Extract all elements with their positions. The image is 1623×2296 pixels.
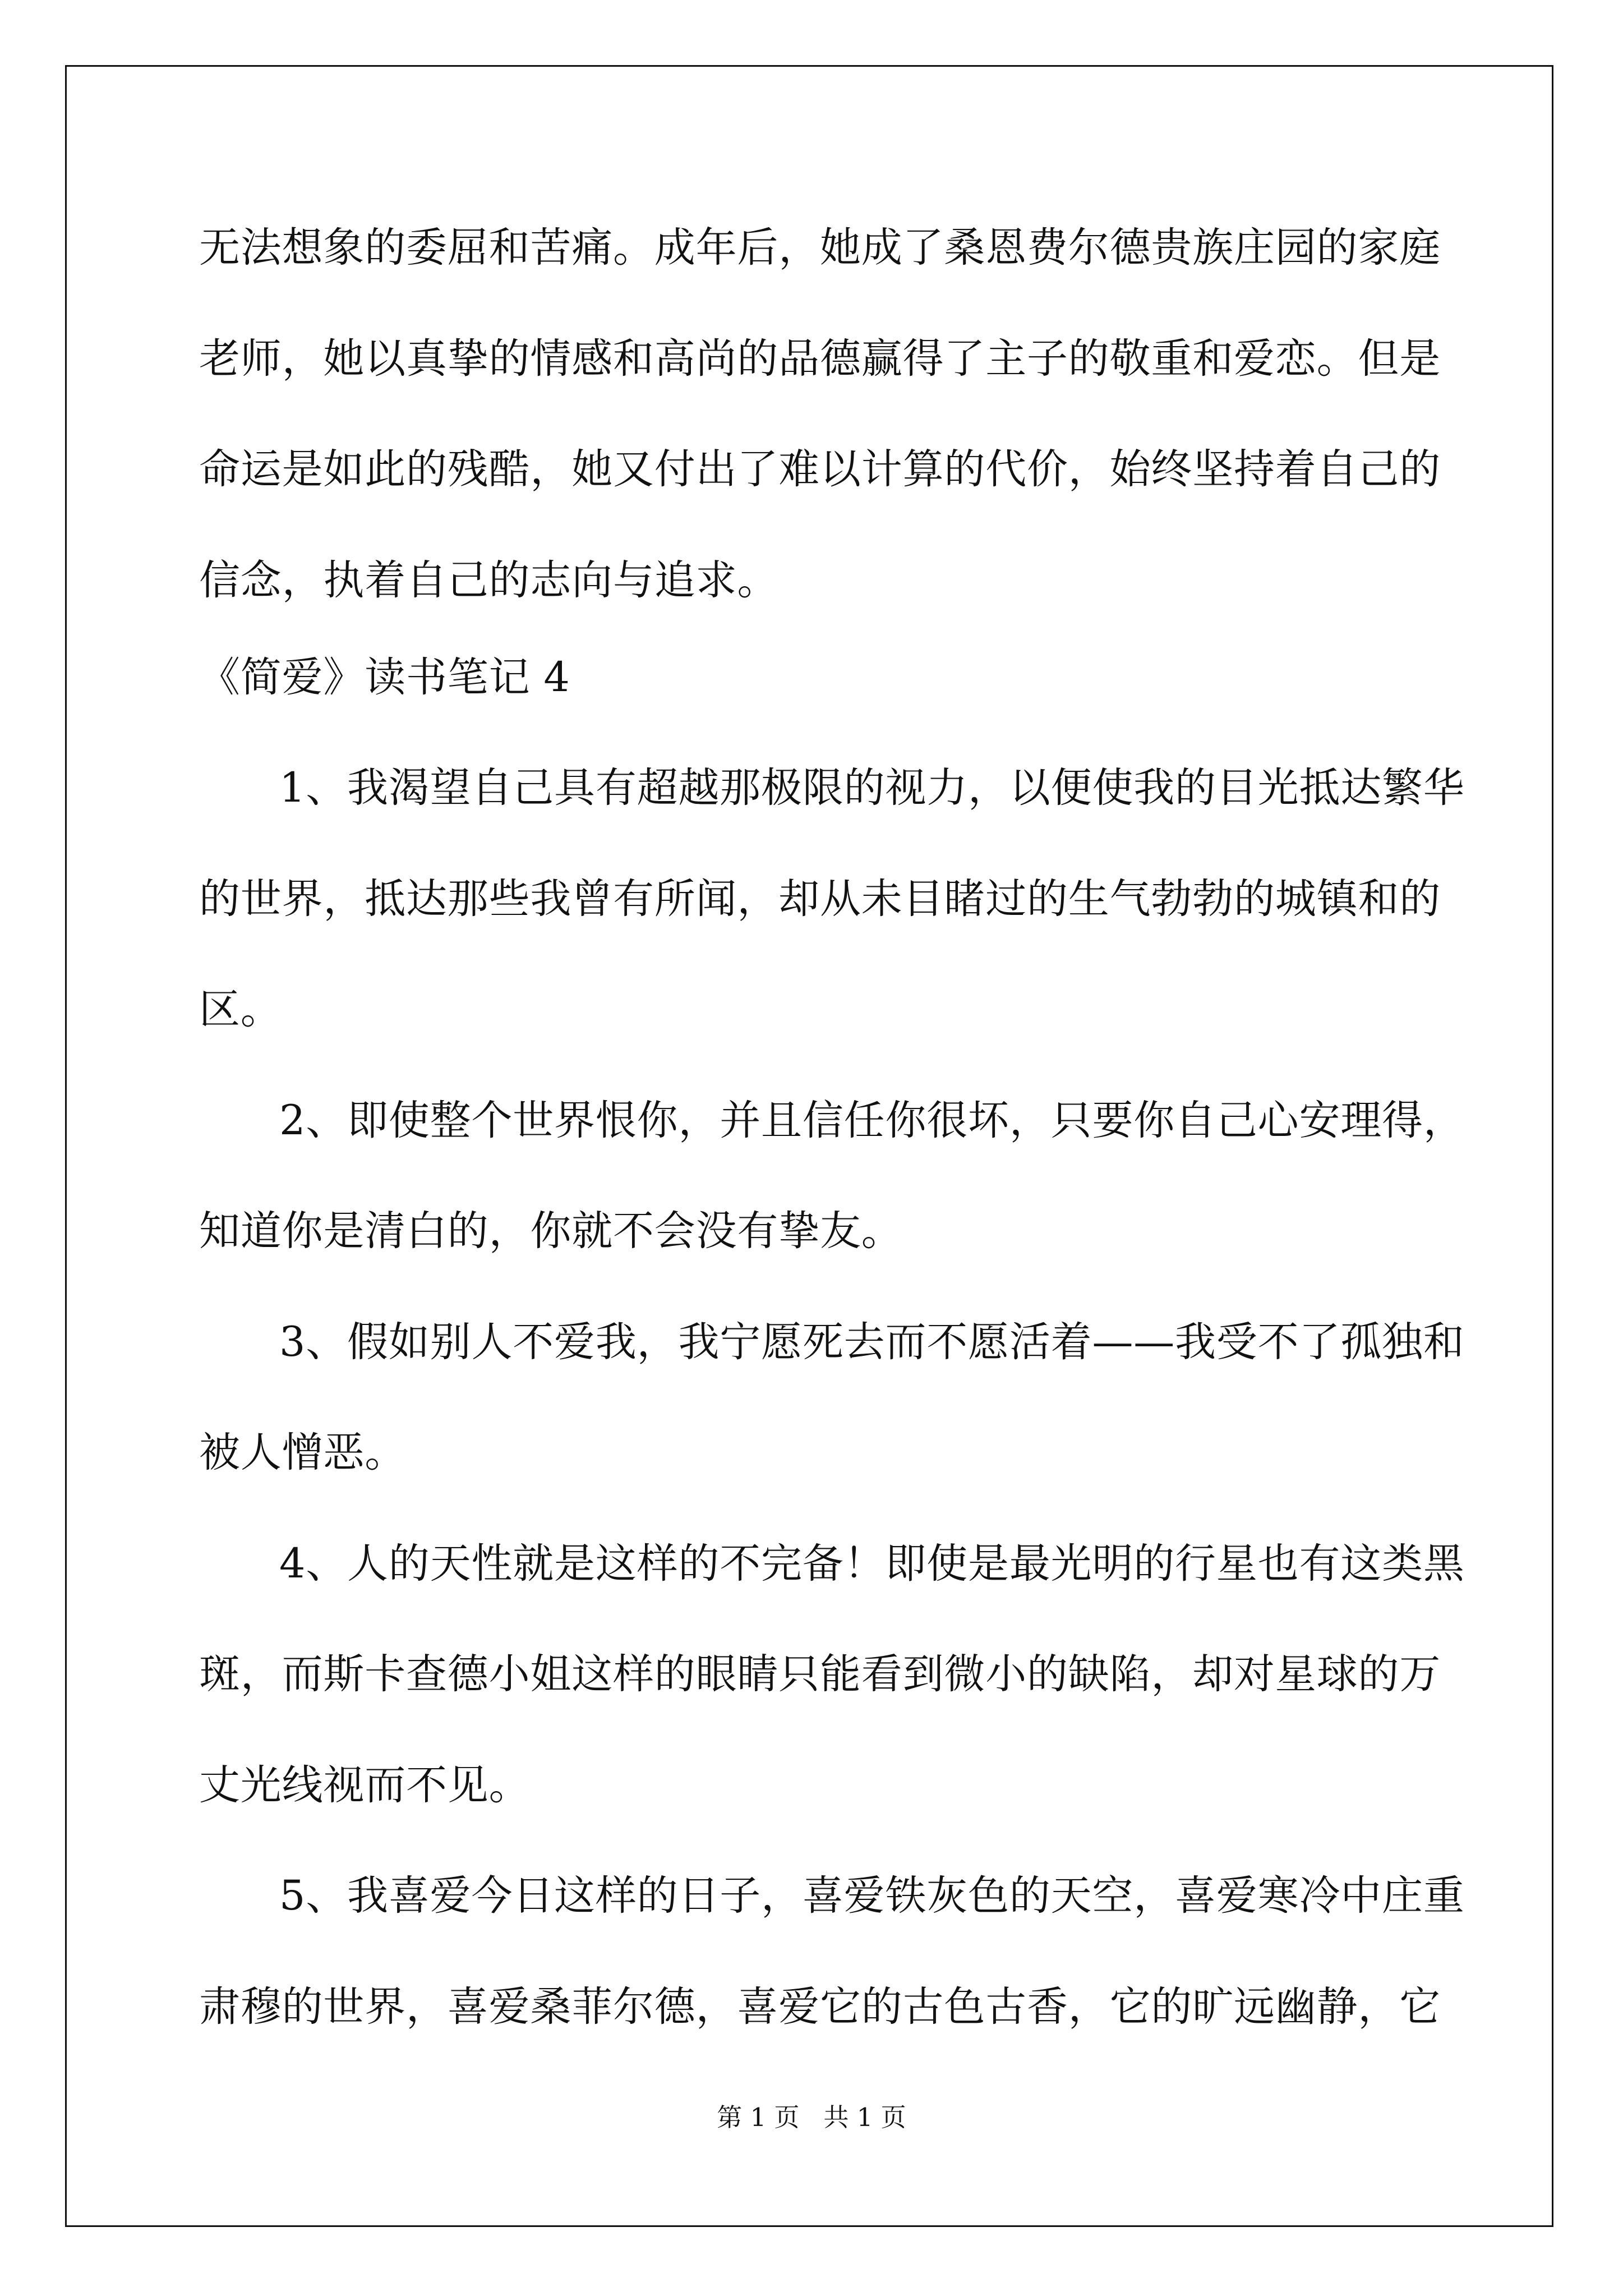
paragraph-line: 的世界，抵达那些我曾有所闻，却从未目睹过的生气勃勃的城镇和的 xyxy=(199,875,1441,923)
page-footer: 第 1 页 共 1 页 xyxy=(717,2102,906,2132)
paragraph-line: 2、即使整个世界恨你，并且信任你很坏，只要你自己心安理得， xyxy=(279,1097,1465,1144)
paragraph-line: 老师，她以真挚的情感和高尚的品德赢得了主子的敬重和爱恋。但是 xyxy=(199,335,1441,383)
paragraph-line: 知道你是清白的，你就不会没有挚友。 xyxy=(199,1207,903,1255)
paragraph-line: 1、我渴望自己具有超越那极限的视力，以便使我的目光抵达繁华 xyxy=(279,764,1465,812)
paragraph-line: 被人憎恶。 xyxy=(199,1429,406,1476)
paragraph-line: 3、假如别人不爱我，我宁愿死去而不愿活着——我受不了孤独和 xyxy=(279,1318,1465,1366)
section-heading: 《简爱》读书笔记 4 xyxy=(199,654,570,701)
paragraph-line: 无法想象的委屈和苦痛。成年后，她成了桑恩费尔德贵族庄园的家庭 xyxy=(199,224,1441,272)
paragraph-line: 肃穆的世界，喜爱桑菲尔德，喜爱它的古色古香，它的旷远幽静，它 xyxy=(199,1983,1441,2031)
paragraph-line: 信念，执着自己的志向与追求。 xyxy=(199,556,779,604)
paragraph-line: 5、我喜爱今日这样的日子，喜爱铁灰色的天空，喜爱寒冷中庄重 xyxy=(279,1872,1465,1920)
paragraph-line: 斑，而斯卡查德小姐这样的眼睛只能看到微小的缺陷，却对星球的万 xyxy=(199,1650,1441,1698)
paragraph-line: 命运是如此的残酷，她又付出了难以计算的代价，始终坚持着自己的 xyxy=(199,445,1441,493)
paragraph-line: 丈光线视而不见。 xyxy=(199,1761,531,1809)
paragraph-line: 4、人的天性就是这样的不完备！即使是最光明的行星也有这类黑 xyxy=(279,1540,1465,1588)
paragraph-line: 区。 xyxy=(199,986,282,1033)
